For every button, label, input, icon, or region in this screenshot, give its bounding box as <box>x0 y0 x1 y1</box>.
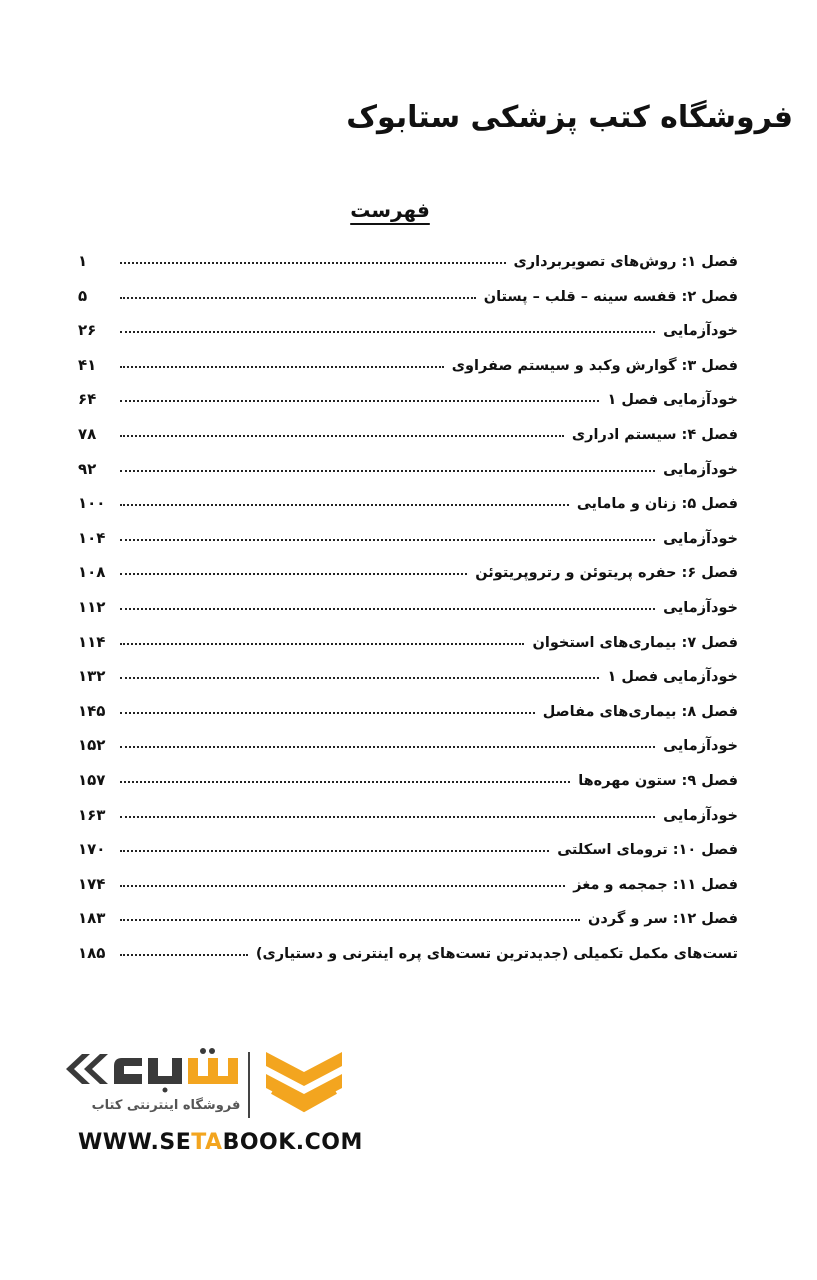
toc-entry <box>78 659 738 685</box>
toc-entry-page: ۱۰۰ <box>78 494 106 513</box>
toc-entry-title: فصل ۱۰: ترومای اسکلتی <box>557 842 738 859</box>
toc-leader-dots <box>120 677 599 679</box>
toc-leader-dots <box>120 504 569 506</box>
toc-leader-dots <box>120 262 506 264</box>
toc-entry-page: ۱۴۵ <box>78 701 106 720</box>
toc-entry-title: فصل ۳: گوارش وکبد و سیستم صفراوی <box>451 357 738 374</box>
toc-entry-title: فصل ۸: بیماری‌های مفاصل <box>542 703 738 720</box>
toc-leader-dots <box>120 816 655 818</box>
logo-tagline: فروشگاه اینترنتی کتاب <box>91 1098 241 1113</box>
toc-entry-title: فصل ۴: سیستم ادراری <box>571 427 738 443</box>
open-book-chevron-icon <box>262 1046 346 1116</box>
toc-entry <box>78 313 738 339</box>
toc-entry <box>78 798 738 824</box>
toc-leader-dots <box>120 919 580 921</box>
toc-entry-page: ۱۱۲ <box>78 598 106 616</box>
toc-entry <box>78 867 738 893</box>
toc-entry-title: فصل ۲: قفسه سینه – قلب – پستان <box>483 288 738 305</box>
toc-entry <box>78 555 738 581</box>
toc-entry-page: ۱۳۲ <box>78 667 106 686</box>
toc-leader-dots <box>120 850 549 852</box>
toc-entry-title: فصل ۱۲: سر و گردن <box>588 911 738 928</box>
toc-entry-page: ۱۰۴ <box>78 528 106 547</box>
toc-leader-dots <box>120 643 524 645</box>
toc-leader-dots <box>120 954 248 956</box>
toc-entry-page: ۱۶۳ <box>78 805 106 824</box>
toc-entry-page: ۵ <box>78 286 88 305</box>
toc-entry-page: ۱۷۰ <box>78 840 106 859</box>
toc-leader-dots <box>120 331 655 333</box>
toc-entry <box>78 901 738 927</box>
toc-entry-title: خودآزمایی فصل ۱ <box>607 392 738 409</box>
toc-entry-title: خودآزمایی <box>663 530 738 547</box>
toc-entry <box>78 694 738 720</box>
toc-entry-title: خودآزمایی فصل ۱ <box>607 669 738 686</box>
toc-entry-title: فصل ۹: ستون مهره‌ها <box>578 773 738 789</box>
logo-wordmark <box>62 1044 240 1094</box>
toc-entry <box>78 728 738 754</box>
toc-entry <box>78 590 738 616</box>
toc-entry-page: ۱۸۵ <box>78 944 106 962</box>
toc-entry <box>78 244 738 270</box>
toc-entry-title: فصل ۵: زنان و مامایی <box>576 496 738 513</box>
toc-entry-page: ۷۸ <box>78 425 97 443</box>
toc-entry-page: ۲۶ <box>78 321 97 340</box>
store-title: فروشگاه کتب پزشکی ستابوک <box>346 100 793 135</box>
toc-leader-dots <box>120 712 535 714</box>
toc-entry-page: ۶۴ <box>78 390 97 409</box>
toc-entry <box>78 417 738 443</box>
toc-entry-title: خودآزمایی <box>663 807 738 824</box>
toc-entry-page: ۱ <box>78 252 88 270</box>
toc-leader-dots <box>120 608 655 610</box>
toc-leader-dots <box>120 539 655 541</box>
toc-leader-dots <box>120 470 655 472</box>
toc-leader-dots <box>120 573 467 575</box>
toc-entry-title: فصل ۷: بیماری‌های استخوان <box>532 634 738 651</box>
toc-leader-dots <box>120 435 564 437</box>
toc-entry-page: ۱۸۳ <box>78 909 106 928</box>
toc-entry-page: ۱۷۴ <box>78 874 106 893</box>
toc-leader-dots <box>120 781 570 783</box>
setabook-logo <box>62 1046 352 1126</box>
toc-entry <box>78 486 738 512</box>
toc-entry <box>78 936 738 962</box>
toc-entry-page: ۱۵۲ <box>78 736 106 755</box>
toc-heading: فهرست <box>350 198 430 222</box>
toc-entry-page: ۱۵۷ <box>78 771 106 789</box>
toc-entry-title: خودآزمایی <box>663 323 738 340</box>
website-url[interactable]: WWW.SETABOOK.COM <box>78 1130 363 1155</box>
toc-entry-title: خودآزمایی <box>663 738 738 755</box>
toc-entry <box>78 452 738 478</box>
toc-entry-page: ۱۰۸ <box>78 563 106 582</box>
toc-leader-dots <box>120 366 444 368</box>
logo-divider <box>248 1052 250 1118</box>
toc-leader-dots <box>120 885 565 887</box>
toc-entry-title: فصل ۱: روش‌های تصویربرداری <box>513 254 738 270</box>
toc-entry-title: تست‌های مکمل تکمیلی (جدیدترین تست‌های پره اینترنی و دستیاری) <box>255 946 738 962</box>
toc-leader-dots <box>120 746 655 748</box>
toc-entry-title: خودآزمایی <box>663 461 738 478</box>
toc-entry <box>78 382 738 408</box>
toc-entry <box>78 279 738 305</box>
toc-entry-title: فصل ۶: حفره پریتوئن و رتروپریتوئن <box>475 565 738 582</box>
toc-entry <box>78 521 738 547</box>
toc-entry <box>78 348 738 374</box>
toc-entry <box>78 763 738 789</box>
toc-leader-dots <box>120 297 476 299</box>
toc-entry-page: ۴۱ <box>78 355 97 374</box>
toc-entry-page: ۱۱۴ <box>78 632 106 651</box>
toc-entry-title: فصل ۱۱: جمجمه و مغز <box>573 876 738 893</box>
toc-entry-page: ۹۲ <box>78 459 97 478</box>
toc-leader-dots <box>120 400 599 402</box>
toc-entry-title: خودآزمایی <box>663 600 738 616</box>
toc-entry <box>78 625 738 651</box>
toc-entry <box>78 832 738 858</box>
